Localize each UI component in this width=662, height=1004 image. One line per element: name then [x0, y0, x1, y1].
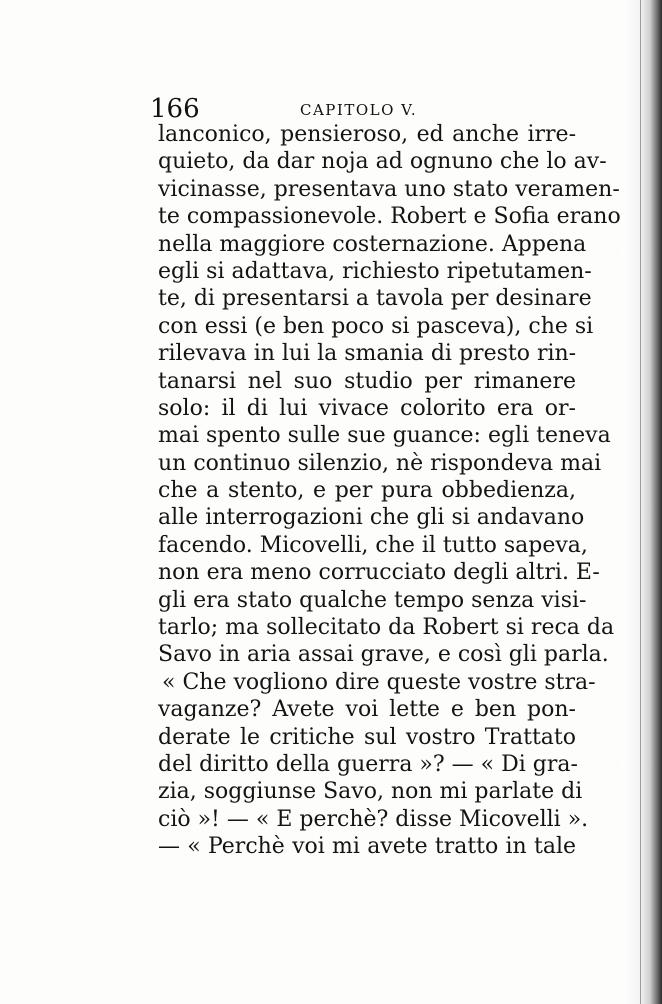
- text-line: tarlo; ma sollecitato da Robert si reca da: [158, 615, 615, 641]
- text-line: te compassionevole. Robert e Sofia erano: [158, 204, 621, 230]
- text-line: facendo. Micovelli, che il tutto sapeva,: [158, 532, 588, 558]
- text-line: quieto, da dar noja ad ognuno che lo av-: [158, 149, 607, 175]
- text-line: ciò »! — « E perchè? disse Micovelli ».: [158, 806, 589, 832]
- text-line: zia, soggiunse Savo, non mi parlate di: [158, 779, 583, 805]
- page-number: 166: [150, 94, 200, 124]
- text-line: Savo in aria assai grave, e così gli parla.: [158, 642, 609, 668]
- text-line: lanconico, pensieroso, ed anche irre-: [158, 122, 576, 147]
- text-line: alle interrogazioni che gli si andavano: [158, 505, 585, 531]
- text-line: vicinasse, presentava uno stato veramen-: [158, 176, 620, 202]
- text-line: mai spento sulle sue guance: egli teneva: [158, 423, 611, 449]
- text-line: rilevava in lui la smania di presto rin-: [158, 341, 577, 367]
- page-edge-shadow: [622, 0, 662, 1004]
- text-line: non era meno corrucciato degli altri. E-: [158, 560, 600, 586]
- text-line: — « Perchè voi mi avete tratto in tale: [158, 834, 576, 860]
- text-line: nella maggiore costernazione. Appena: [158, 231, 587, 257]
- text-line: un continuo silenzio, nè rispondeva mai: [158, 450, 602, 476]
- text-line: derate le critiche sul vostro Trattato: [158, 724, 576, 750]
- text-line: te, di presentarsi a tavola per desinare: [158, 286, 592, 312]
- text-line: con essi (e ben poco si pasceva), che si: [158, 313, 594, 339]
- text-line: tanarsi nel suo studio per rimanere: [158, 368, 576, 394]
- text-line: egli si adattava, richiesto ripetutamen-: [158, 258, 592, 284]
- text-line: gli era stato qualche tempo senza visi-: [158, 587, 587, 613]
- body-text: [158, 121, 621, 861]
- text-line: vaganze? Avete voi lette e ben pon-: [158, 697, 576, 723]
- running-head: CAPITOLO V.: [300, 101, 418, 119]
- text-line: solo: il di lui vivace colorito era or-: [158, 395, 576, 421]
- text-line: che a stento, e per pura obbedienza,: [158, 478, 576, 504]
- text-line: del diritto della guerra »? — « Di gra-: [158, 751, 578, 777]
- text-line: « Che vogliono dire queste vostre stra-: [162, 669, 596, 695]
